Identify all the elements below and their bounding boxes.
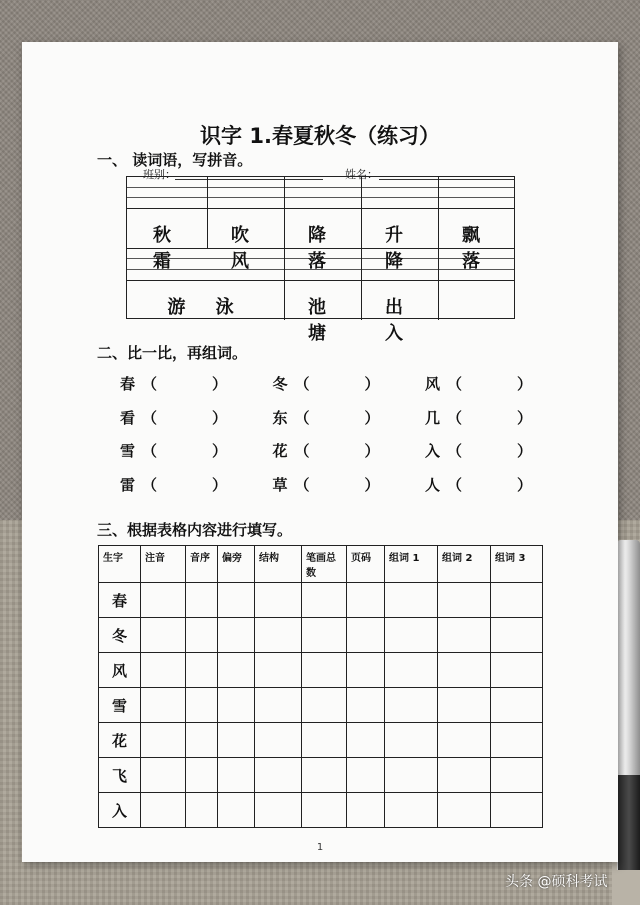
header-cell: 生字 [99,546,141,583]
compare-row: 看 （ ） 东 （ ） 几 （ ） [120,409,532,427]
header-cell: 注音 [141,546,186,583]
table-row [99,653,543,688]
char-cell: 飞 [99,758,141,793]
word-cell: 游 泳 [167,297,246,318]
table-row [99,583,543,618]
compare-row: 雪 （ ） 花 （ ） 入 （ ） [120,442,532,460]
table-row [99,723,543,758]
class-label: 班别： [143,168,176,181]
char-cell: 风 [99,653,141,688]
header-cell: 偏旁 [218,546,255,583]
word-cell: 出 入 [385,297,415,344]
header-cell: 结构 [255,546,302,583]
pinyin-grid [126,176,515,344]
header-cell: 组词 1 [385,546,438,583]
table-row [99,618,543,653]
pen-grip [618,775,640,870]
word-cell: 池 塘 [308,297,338,344]
word-cell: 吹 风 [231,225,261,272]
header-cell: 页码 [347,546,385,583]
page-number: 1 [316,842,324,853]
watermark: 头条 @硕科考试 [505,874,608,890]
char-cell: 雪 [99,688,141,723]
char-cell: 花 [99,723,141,758]
table-row [99,758,543,793]
table-row [99,793,543,828]
section3-title: 三、根据表格内容进行填写。 [97,521,293,539]
word-cell: 降 落 [308,225,338,272]
header-cell: 组词 3 [491,546,543,583]
header-cell: 笔画总数 [302,546,347,583]
char-cell: 春 [99,583,141,618]
name-label: 姓名： [345,168,378,181]
char-cell: 冬 [99,618,141,653]
compare-row: 雷 （ ） 草 （ ） 人 （ ） [120,476,532,494]
character-info-table [98,545,543,828]
worksheet-title: 识字 1.春夏秋冬（练习） [200,124,440,148]
word-cell: 升 降 [385,225,415,272]
header-cell: 组词 2 [438,546,491,583]
header-cell: 音序 [186,546,218,583]
section2-title: 二、比一比，再组词。 [97,344,248,362]
word-cell: 飘 落 [462,225,492,272]
char-cell: 入 [99,793,141,828]
table-header-row [99,546,543,583]
section1-title: 一、 读词语，写拼音。 [97,151,253,169]
word-cell: 秋 霜 [153,225,183,272]
table-row [99,688,543,723]
compare-row: 春 （ ） 冬 （ ） 风 （ ） [120,375,532,393]
